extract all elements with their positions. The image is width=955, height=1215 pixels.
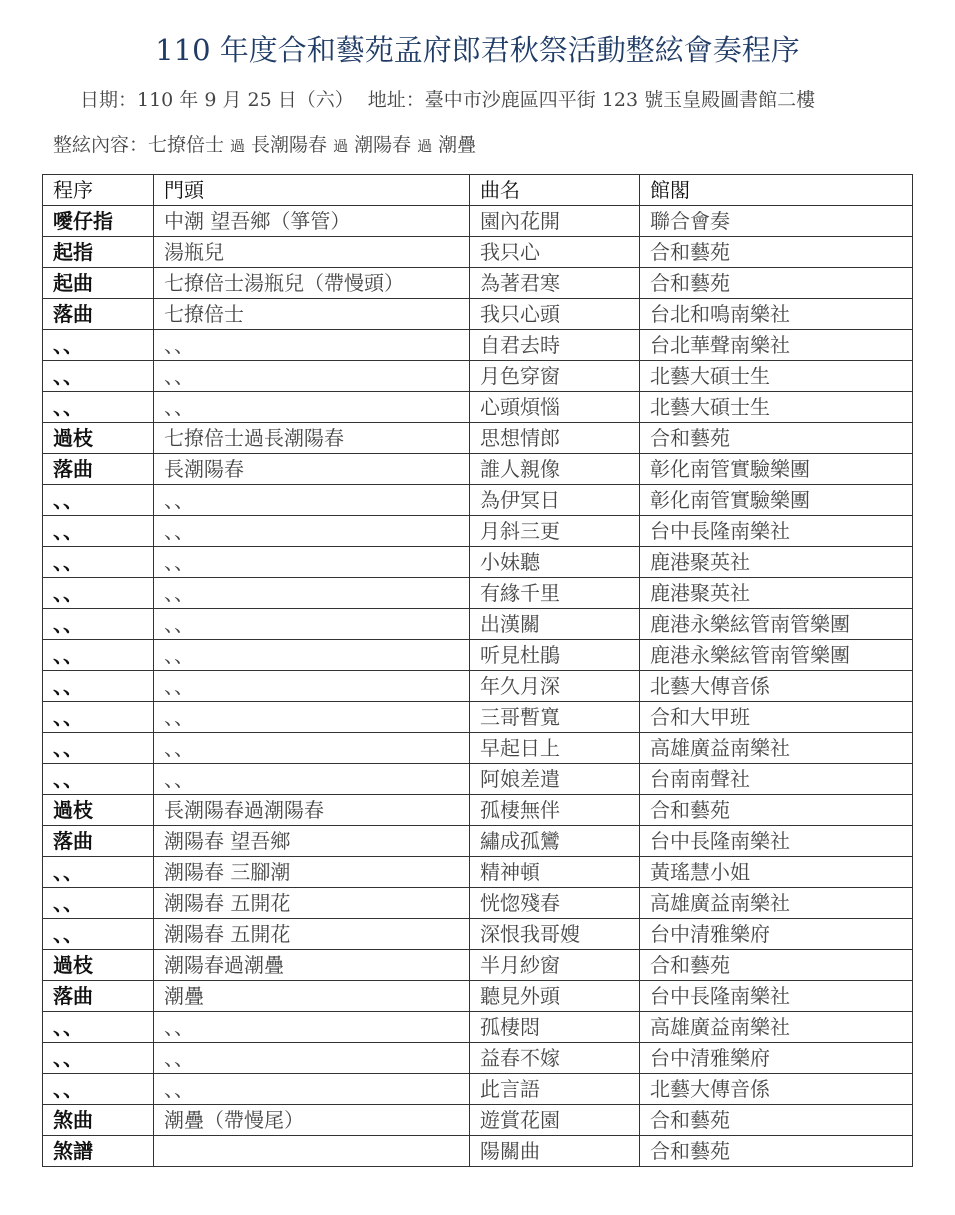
cell-sequence: 、、 [43,702,154,733]
cell-sequence: 煞曲 [43,1105,154,1136]
cell-mentou [154,1136,470,1167]
table-row [43,578,913,609]
cell-sequence: 、、 [43,392,154,423]
header-mentou: 門頭 [154,175,470,206]
content-part: 潮疊 [438,134,477,156]
program-table [42,174,913,1167]
cell-mentou: 、、 [154,516,470,547]
cell-ensemble: 台北華聲南樂社 [640,330,913,361]
cell-ensemble: 合和藝苑 [640,423,913,454]
table-row [43,299,913,330]
content-part: 潮陽春 [354,134,412,156]
event-address: 地址：臺中市沙鹿區四平街 123 號玉皇殿圖書館二樓 [367,89,816,111]
table-row [43,1136,913,1167]
cell-ensemble: 鹿港永樂絃管南管樂團 [640,640,913,671]
cell-sequence: 、、 [43,516,154,547]
cell-song-title: 自君去時 [470,330,640,361]
cell-song-title: 我只心頭 [470,299,640,330]
cell-sequence: 煞譜 [43,1136,154,1167]
cell-ensemble: 台中清雅樂府 [640,1043,913,1074]
cell-song-title: 為著君寒 [470,268,640,299]
cell-ensemble: 合和藝苑 [640,237,913,268]
cell-sequence: 、、 [43,330,154,361]
cell-song-title: 遊賞花園 [470,1105,640,1136]
cell-song-title: 益春不嫁 [470,1043,640,1074]
cell-mentou: 中潮 望吾鄉（箏管） [154,206,470,237]
program-content [53,131,476,160]
cell-mentou: 潮陽春 望吾鄉 [154,826,470,857]
cell-song-title: 陽關曲 [470,1136,640,1167]
header-ensemble: 館閣 [640,175,913,206]
table-row [43,888,913,919]
table-header-row [43,175,913,206]
cell-ensemble: 台中長隆南樂社 [640,826,913,857]
cell-ensemble: 合和藝苑 [640,1105,913,1136]
cell-sequence: 、、 [43,857,154,888]
event-info [80,86,815,114]
table-row [43,237,913,268]
table-row [43,268,913,299]
table-row [43,857,913,888]
cell-sequence: 、、 [43,485,154,516]
cell-song-title: 阿娘差遣 [470,764,640,795]
cell-song-title: 誰人親像 [470,454,640,485]
cell-ensemble: 高雄廣益南樂社 [640,733,913,764]
cell-sequence: 、、 [43,361,154,392]
table-row [43,764,913,795]
cell-mentou: 、、 [154,392,470,423]
content-label: 整絃內容： [53,134,149,156]
cell-ensemble: 台北和鳴南樂社 [640,299,913,330]
cell-ensemble: 台中清雅樂府 [640,919,913,950]
cell-song-title: 心頭煩惱 [470,392,640,423]
cell-song-title: 思想情郎 [470,423,640,454]
cell-sequence: 落曲 [43,454,154,485]
cell-sequence: 、、 [43,671,154,702]
table-row [43,826,913,857]
cell-song-title: 我只心 [470,237,640,268]
cell-mentou: 潮陽春 三腳潮 [154,857,470,888]
cell-ensemble: 聯合會奏 [640,206,913,237]
cell-sequence: 噯仔指 [43,206,154,237]
table-body [43,206,913,1167]
cell-mentou: 、、 [154,609,470,640]
cell-mentou: 、、 [154,361,470,392]
cell-song-title: 聽見外頭 [470,981,640,1012]
cell-ensemble: 台南南聲社 [640,764,913,795]
cell-sequence: 、、 [43,640,154,671]
cell-ensemble: 合和大甲班 [640,702,913,733]
cell-mentou: 、、 [154,1012,470,1043]
cell-song-title: 三哥暫寬 [470,702,640,733]
content-connector: 過 [333,137,349,155]
cell-song-title: 深恨我哥嫂 [470,919,640,950]
content-part: 長潮陽春 [251,134,328,156]
cell-ensemble: 黃瑤慧小姐 [640,857,913,888]
cell-mentou: 、、 [154,578,470,609]
cell-song-title: 精神頓 [470,857,640,888]
table-row [43,330,913,361]
table-row [43,981,913,1012]
cell-ensemble: 鹿港永樂絃管南管樂團 [640,609,913,640]
table-row [43,206,913,237]
cell-song-title: 月色穿窗 [470,361,640,392]
event-date: 日期：110 年 9 月 25 日（六） [80,89,354,111]
table-row [43,1012,913,1043]
cell-sequence: 、、 [43,888,154,919]
table-row [43,733,913,764]
cell-sequence: 、、 [43,609,154,640]
cell-mentou: 、、 [154,547,470,578]
cell-ensemble: 北藝大碩士生 [640,392,913,423]
cell-sequence: 落曲 [43,981,154,1012]
content-part: 七撩倍士 [148,134,225,156]
page-title: 110 年度合和藝苑孟府郎君秋祭活動整絃會奏程序 [155,33,800,67]
cell-song-title: 恍惚殘春 [470,888,640,919]
cell-ensemble: 合和藝苑 [640,950,913,981]
cell-sequence: 落曲 [43,299,154,330]
table-row [43,795,913,826]
cell-ensemble: 彰化南管實驗樂團 [640,485,913,516]
table-row [43,702,913,733]
table-row [43,640,913,671]
cell-song-title: 听見杜鵑 [470,640,640,671]
cell-mentou: 、、 [154,485,470,516]
cell-sequence: 、、 [43,764,154,795]
cell-mentou: 潮陽春 五開花 [154,888,470,919]
table-row [43,950,913,981]
table-row [43,671,913,702]
cell-ensemble: 北藝大傳音係 [640,1074,913,1105]
cell-sequence: 起曲 [43,268,154,299]
cell-mentou: 、、 [154,702,470,733]
cell-song-title: 半月紗窗 [470,950,640,981]
cell-mentou: 潮疊 [154,981,470,1012]
cell-mentou: 、、 [154,764,470,795]
cell-mentou: 長潮陽春 [154,454,470,485]
table-row [43,1074,913,1105]
cell-mentou: 七撩倍士過長潮陽春 [154,423,470,454]
cell-ensemble: 台中長隆南樂社 [640,516,913,547]
cell-ensemble: 台中長隆南樂社 [640,981,913,1012]
cell-mentou: 七撩倍士湯瓶兒（帶慢頭） [154,268,470,299]
table-row [43,516,913,547]
cell-sequence: 、、 [43,578,154,609]
cell-sequence: 、、 [43,733,154,764]
table-row [43,392,913,423]
cell-song-title: 繡成孤鸞 [470,826,640,857]
table-row [43,1043,913,1074]
cell-ensemble: 高雄廣益南樂社 [640,1012,913,1043]
cell-song-title: 早起日上 [470,733,640,764]
cell-mentou: 、、 [154,1043,470,1074]
cell-ensemble: 北藝大傳音係 [640,671,913,702]
table-row [43,919,913,950]
cell-song-title: 有緣千里 [470,578,640,609]
cell-ensemble: 合和藝苑 [640,1136,913,1167]
cell-sequence: 、、 [43,547,154,578]
cell-song-title: 孤棲悶 [470,1012,640,1043]
cell-song-title: 年久月深 [470,671,640,702]
cell-ensemble: 鹿港聚英社 [640,547,913,578]
cell-song-title: 為伊冥日 [470,485,640,516]
cell-sequence: 起指 [43,237,154,268]
cell-sequence: 過枝 [43,950,154,981]
cell-sequence: 、、 [43,1043,154,1074]
cell-mentou: 潮疊（帶慢尾） [154,1105,470,1136]
cell-mentou: 潮陽春過潮疊 [154,950,470,981]
cell-mentou: 潮陽春 五開花 [154,919,470,950]
cell-mentou: 長潮陽春過潮陽春 [154,795,470,826]
cell-sequence: 、、 [43,1012,154,1043]
cell-sequence: 、、 [43,1074,154,1105]
cell-song-title: 孤棲無伴 [470,795,640,826]
cell-song-title: 園內花開 [470,206,640,237]
header-sequence: 程序 [43,175,154,206]
cell-song-title: 月斜三更 [470,516,640,547]
cell-ensemble: 合和藝苑 [640,795,913,826]
cell-song-title: 小妹聽 [470,547,640,578]
cell-mentou: 七撩倍士 [154,299,470,330]
cell-sequence: 過枝 [43,423,154,454]
cell-mentou: 、、 [154,1074,470,1105]
table-row [43,1105,913,1136]
content-connector: 過 [417,137,433,155]
cell-ensemble: 彰化南管實驗樂團 [640,454,913,485]
table-row [43,609,913,640]
cell-ensemble: 北藝大碩士生 [640,361,913,392]
cell-sequence: 落曲 [43,826,154,857]
cell-mentou: 湯瓶兒 [154,237,470,268]
table-row [43,547,913,578]
content-connector: 過 [230,137,246,155]
header-song-title: 曲名 [470,175,640,206]
table-row [43,485,913,516]
table-row [43,361,913,392]
cell-sequence: 過枝 [43,795,154,826]
cell-ensemble: 鹿港聚英社 [640,578,913,609]
cell-mentou: 、、 [154,733,470,764]
cell-mentou: 、、 [154,330,470,361]
table-row [43,454,913,485]
cell-song-title: 出漢關 [470,609,640,640]
cell-song-title: 此言語 [470,1074,640,1105]
cell-mentou: 、、 [154,671,470,702]
cell-ensemble: 高雄廣益南樂社 [640,888,913,919]
cell-mentou: 、、 [154,640,470,671]
cell-sequence: 、、 [43,919,154,950]
table-row [43,423,913,454]
cell-ensemble: 合和藝苑 [640,268,913,299]
